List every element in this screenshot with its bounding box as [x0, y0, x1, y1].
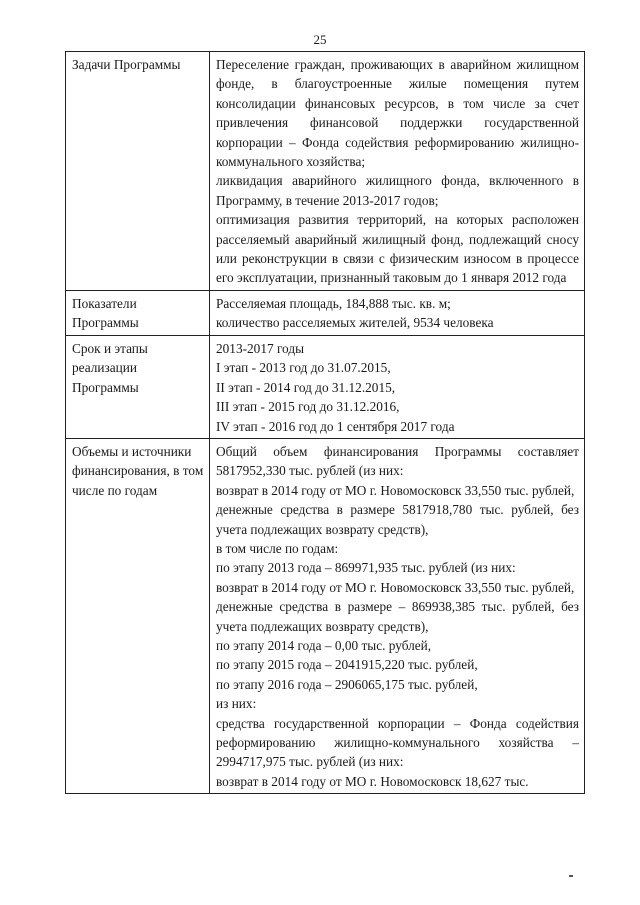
table-row [66, 52, 585, 291]
text-line: 2013-2017 годы [216, 340, 305, 356]
text-line: II этап - 2014 год до 31.12.2015, [216, 379, 396, 395]
text-line: возврат в 2014 году от МО г. Новомосковск 33,550 тыс. рублей, [216, 482, 575, 498]
scan-mark [569, 875, 573, 877]
row-content-indicators [210, 290, 585, 335]
program-passport-table [65, 51, 585, 794]
table-row [66, 335, 585, 438]
table-row [66, 290, 585, 335]
text-line: денежные средства в размере – 869938,385 тыс. рублей, без учета подлежащих возврату средств), [216, 599, 579, 634]
text-line: возврат в 2014 году от МО г. Новомосковск 18,627 тыс. [216, 773, 529, 789]
text-line: по этапу 2015 года – 2041915,220 тыс. рублей, [216, 657, 478, 673]
text-line: возврат в 2014 году от МО г. Новомосковск 33,550 тыс. рублей, [216, 579, 575, 595]
row-label-tasks: Задачи Программы [66, 52, 210, 291]
row-label-financing: Объемы и источники финансирования, в том числе по годам [66, 438, 210, 793]
row-label-stages: Срок и этапы реализации Программы [66, 335, 210, 438]
row-label-indicators: Показатели Программы [66, 290, 210, 335]
text-line: из них: [216, 696, 257, 712]
text-line: денежные средства в размере 5817918,780 тыс. рублей, без учета подлежащих возврату средств), [216, 502, 579, 537]
text-line: Общий объем финансирования Программы составляет 5817952,330 тыс. рублей (из них: [216, 443, 579, 479]
page-number: 25 [313, 32, 327, 47]
text-line: средства государственной корпорации – Фонда содействия реформированию жилищно-коммунального хозяйства – 2994717,975 тыс. рублей (из них: [216, 715, 579, 770]
text-line: Расселяемая площадь, 184,888 тыс. кв. м; [216, 295, 451, 311]
text-line: I этап - 2013 год до 31.07.2015, [216, 360, 391, 376]
row-content-stages [210, 335, 585, 438]
text-line: ликвидация аварийного жилищного фонда, включенного в Программу, в течение 2013-2017 годов; [216, 173, 579, 208]
text-line: в том числе по годам: [216, 540, 339, 556]
text-line: по этапу 2013 года – 869971,935 тыс. рублей (из них: [216, 560, 516, 576]
text-line: III этап - 2015 год до 31.12.2016, [216, 399, 400, 415]
row-content-tasks [210, 52, 585, 291]
table-row [66, 438, 585, 793]
text-line: оптимизация развития территорий, на которых расположен расселяемый аварийный жилищный фонд, подлежащий сносу или реконструкции в связи с физическим износом в процессе его эксплуатации, признанный таковым до 1 января 2012 года [216, 212, 579, 286]
text-line: Переселение граждан, проживающих в аварийном жилищном фонде, в благоустроенные жилые помещения путем консолидации финансовых ресурсов, в том числе за счет привлечения финансовой поддержки государственной корпорации – Фонда содействия реформированию жилищно-коммунального хозяйства; [216, 57, 579, 170]
row-content-financing [210, 438, 585, 793]
text-line: по этапу 2014 года – 0,00 тыс. рублей, [216, 637, 432, 653]
text-line: по этапу 2016 года – 2906065,175 тыс. рублей, [216, 676, 478, 692]
text-line: количество расселяемых жителей, 9534 человека [216, 315, 494, 331]
text-line: IV этап - 2016 год до 1 сентября 2017 года [216, 418, 455, 434]
